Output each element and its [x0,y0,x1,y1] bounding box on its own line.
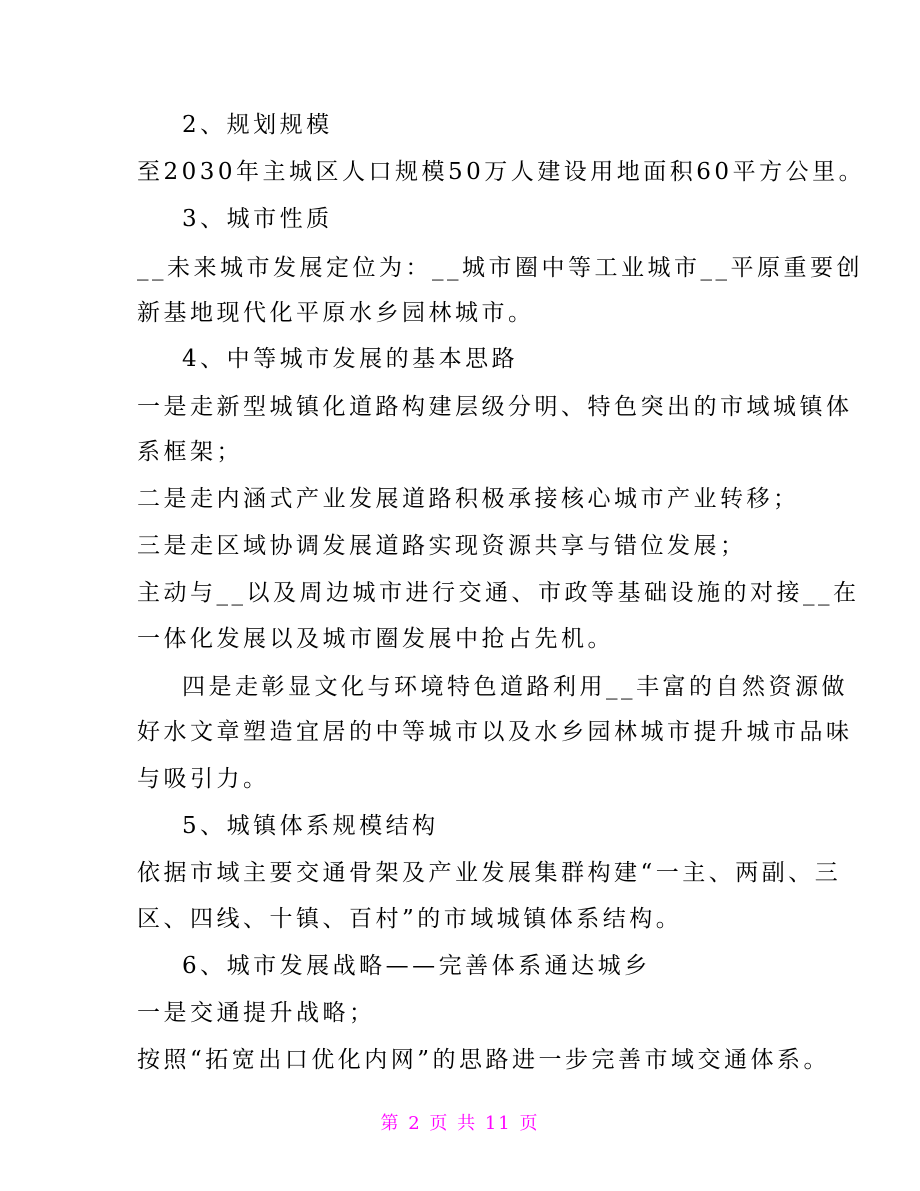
paragraph-line: 按照“拓宽出口优化内网”的思路进一步完善市域交通体系。 [137,1047,831,1073]
paragraph-line: 四是走彰显文化与环境特色道路利用__丰富的自然资源做 [182,674,848,700]
heading-planning-scale: 2、规划规模 [182,112,333,138]
heading-development-strategy: 6、城市发展战略——完善体系通达城乡 [182,953,651,979]
paragraph-line: 依据市域主要交通骨架及产业发展集群构建“一主、两副、三 [137,860,842,886]
paragraph-line: 二是走内涵式产业发展道路积极承接核心城市产业转移； [137,486,800,512]
paragraph-line: 至2030年主城区人口规模50万人建设用地面积60平方公里。 [137,159,866,185]
paragraph-line: 主动与__以及周边城市进行交通、市政等基础设施的对接__在 [137,580,860,606]
paragraph-line: 一是走新型城镇化道路构建层级分明、特色突出的市域城镇体 [137,394,853,420]
paragraph-line: 一是交通提升战略； [137,1000,376,1026]
paragraph-line: 好水文章塑造宜居的中等城市以及水乡园林城市提升城市品味 [137,719,853,745]
paragraph-line: 区、四线、十镇、百村”的市域城镇体系结构。 [137,906,683,932]
paragraph-line: __未来城市发展定位为：__城市圈中等工业城市__平原重要创 [137,255,863,281]
paragraph-line: 系框架； [137,439,243,465]
heading-basic-ideas: 4、中等城市发展的基本思路 [182,346,519,372]
heading-town-system: 5、城镇体系规模结构 [182,813,439,839]
paragraph-line: 新基地现代化平原水乡园林城市。 [137,300,535,326]
page-number-footer: 第 2 页 共 11 页 [380,1113,540,1134]
heading-city-nature: 3、城市性质 [182,206,333,232]
paragraph-line: 与吸引力。 [137,766,270,792]
paragraph-line: 三是走区域协调发展道路实现资源共享与错位发展； [137,533,747,559]
paragraph-line: 一体化发展以及城市圈发展中抢占先机。 [137,626,614,652]
